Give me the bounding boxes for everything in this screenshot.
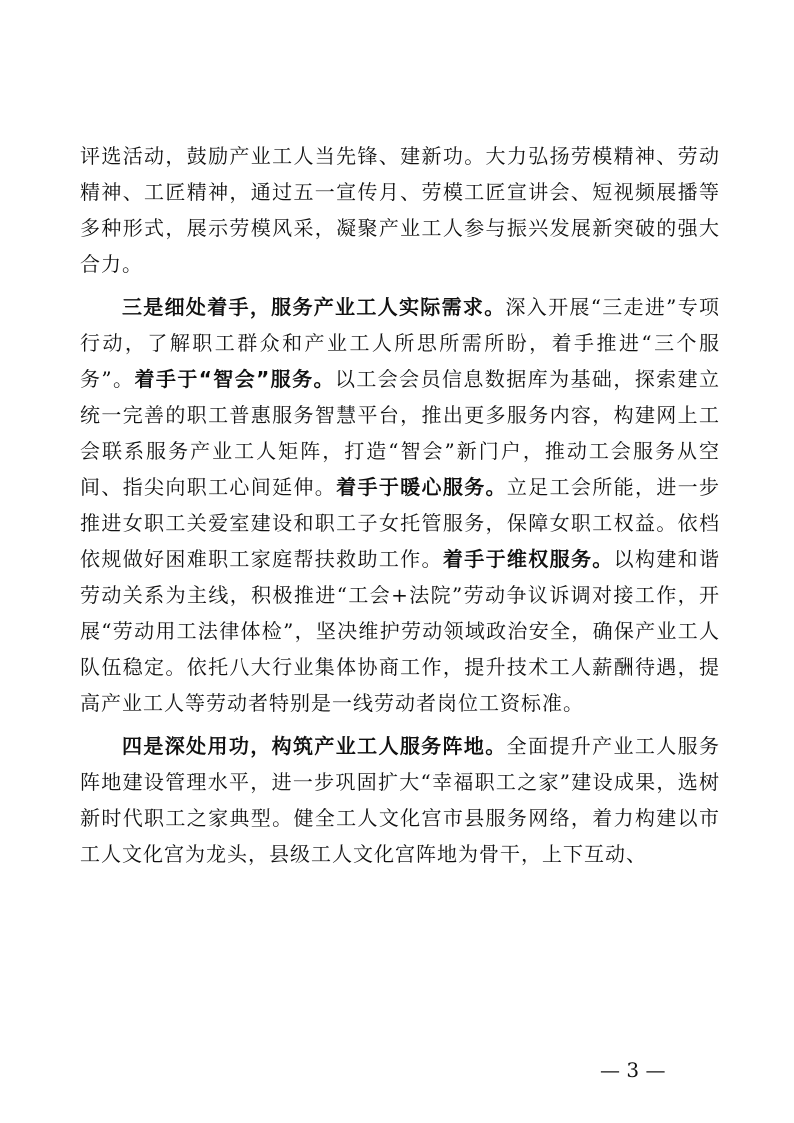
section-heading-four: 四是深处用功，构筑产业工人服务阵地。 bbox=[122, 734, 507, 758]
paragraph-1 bbox=[80, 138, 720, 282]
paragraph-1-text: 评选活动，鼓励产业工人当先锋、建新功。大力弘扬劳模精神、劳动精神、工匠精神，通过五一宣传月、劳模工匠宣讲会、短视频展播等多种形式，展示劳模风采，凝聚产业工人参与振兴发展新突破的强大合力。 bbox=[80, 144, 720, 276]
page-number: — 3 — bbox=[600, 1058, 666, 1082]
paragraph-3-text: 全面提升产业工人服务阵地建设管理水平，进一步巩固扩大“幸福职工之家”建设成果，选树新时代职工之家典型。健全工人文化宫市县服务网络，着力构建以市工人文化宫为龙头，县级工人文化宫阵地为骨干，上下互动、 bbox=[80, 734, 721, 866]
subheading-rights-service: 着手于维权服务。 bbox=[442, 547, 614, 571]
paragraph-2-text-2: 以工会会员信息数据库为基础，探索建立统一完善的职工普惠服务智慧平台，推出更多服务内容，构建网上工会联系服务产业工人矩阵，打造“智会”新门户，推动工会服务从空间、指尖向职工心间延伸。 bbox=[80, 367, 721, 499]
subheading-warm-service: 着手于暖心服务。 bbox=[336, 475, 507, 499]
paragraph-2-text-4: 以构建和谐劳动关系为主线，积极推进“工会+法院”劳动争议诉调对接工作，开展“劳动用工法律体检”，坚决维护劳动领域政治安全，确保产业工人队伍稳定。依托八大行业集体协商工作，提升技术工人薪酬待遇，提高产业工人等劳动者特别是一线劳动者岗位工资标准。 bbox=[80, 547, 721, 715]
paragraph-2-text-3: 立足工会所能，进一步推进女职工关爱室建设和职工子女托管服务，保障女职工权益。依档依规做好困难职工家庭帮扶救助工作。 bbox=[80, 475, 721, 571]
document-body bbox=[80, 138, 720, 879]
subheading-smart-service: 着手于“智会”服务。 bbox=[134, 367, 335, 391]
section-heading-three: 三是细处着手，服务产业工人实际需求。 bbox=[122, 295, 506, 319]
paragraph-3 bbox=[80, 728, 720, 872]
paragraph-2 bbox=[80, 289, 720, 721]
paragraph-2-text-1: 深入开展“三走进”专项行动，了解职工群众和产业工人所思所需所盼，着手推进“三个服务”。 bbox=[80, 295, 721, 391]
